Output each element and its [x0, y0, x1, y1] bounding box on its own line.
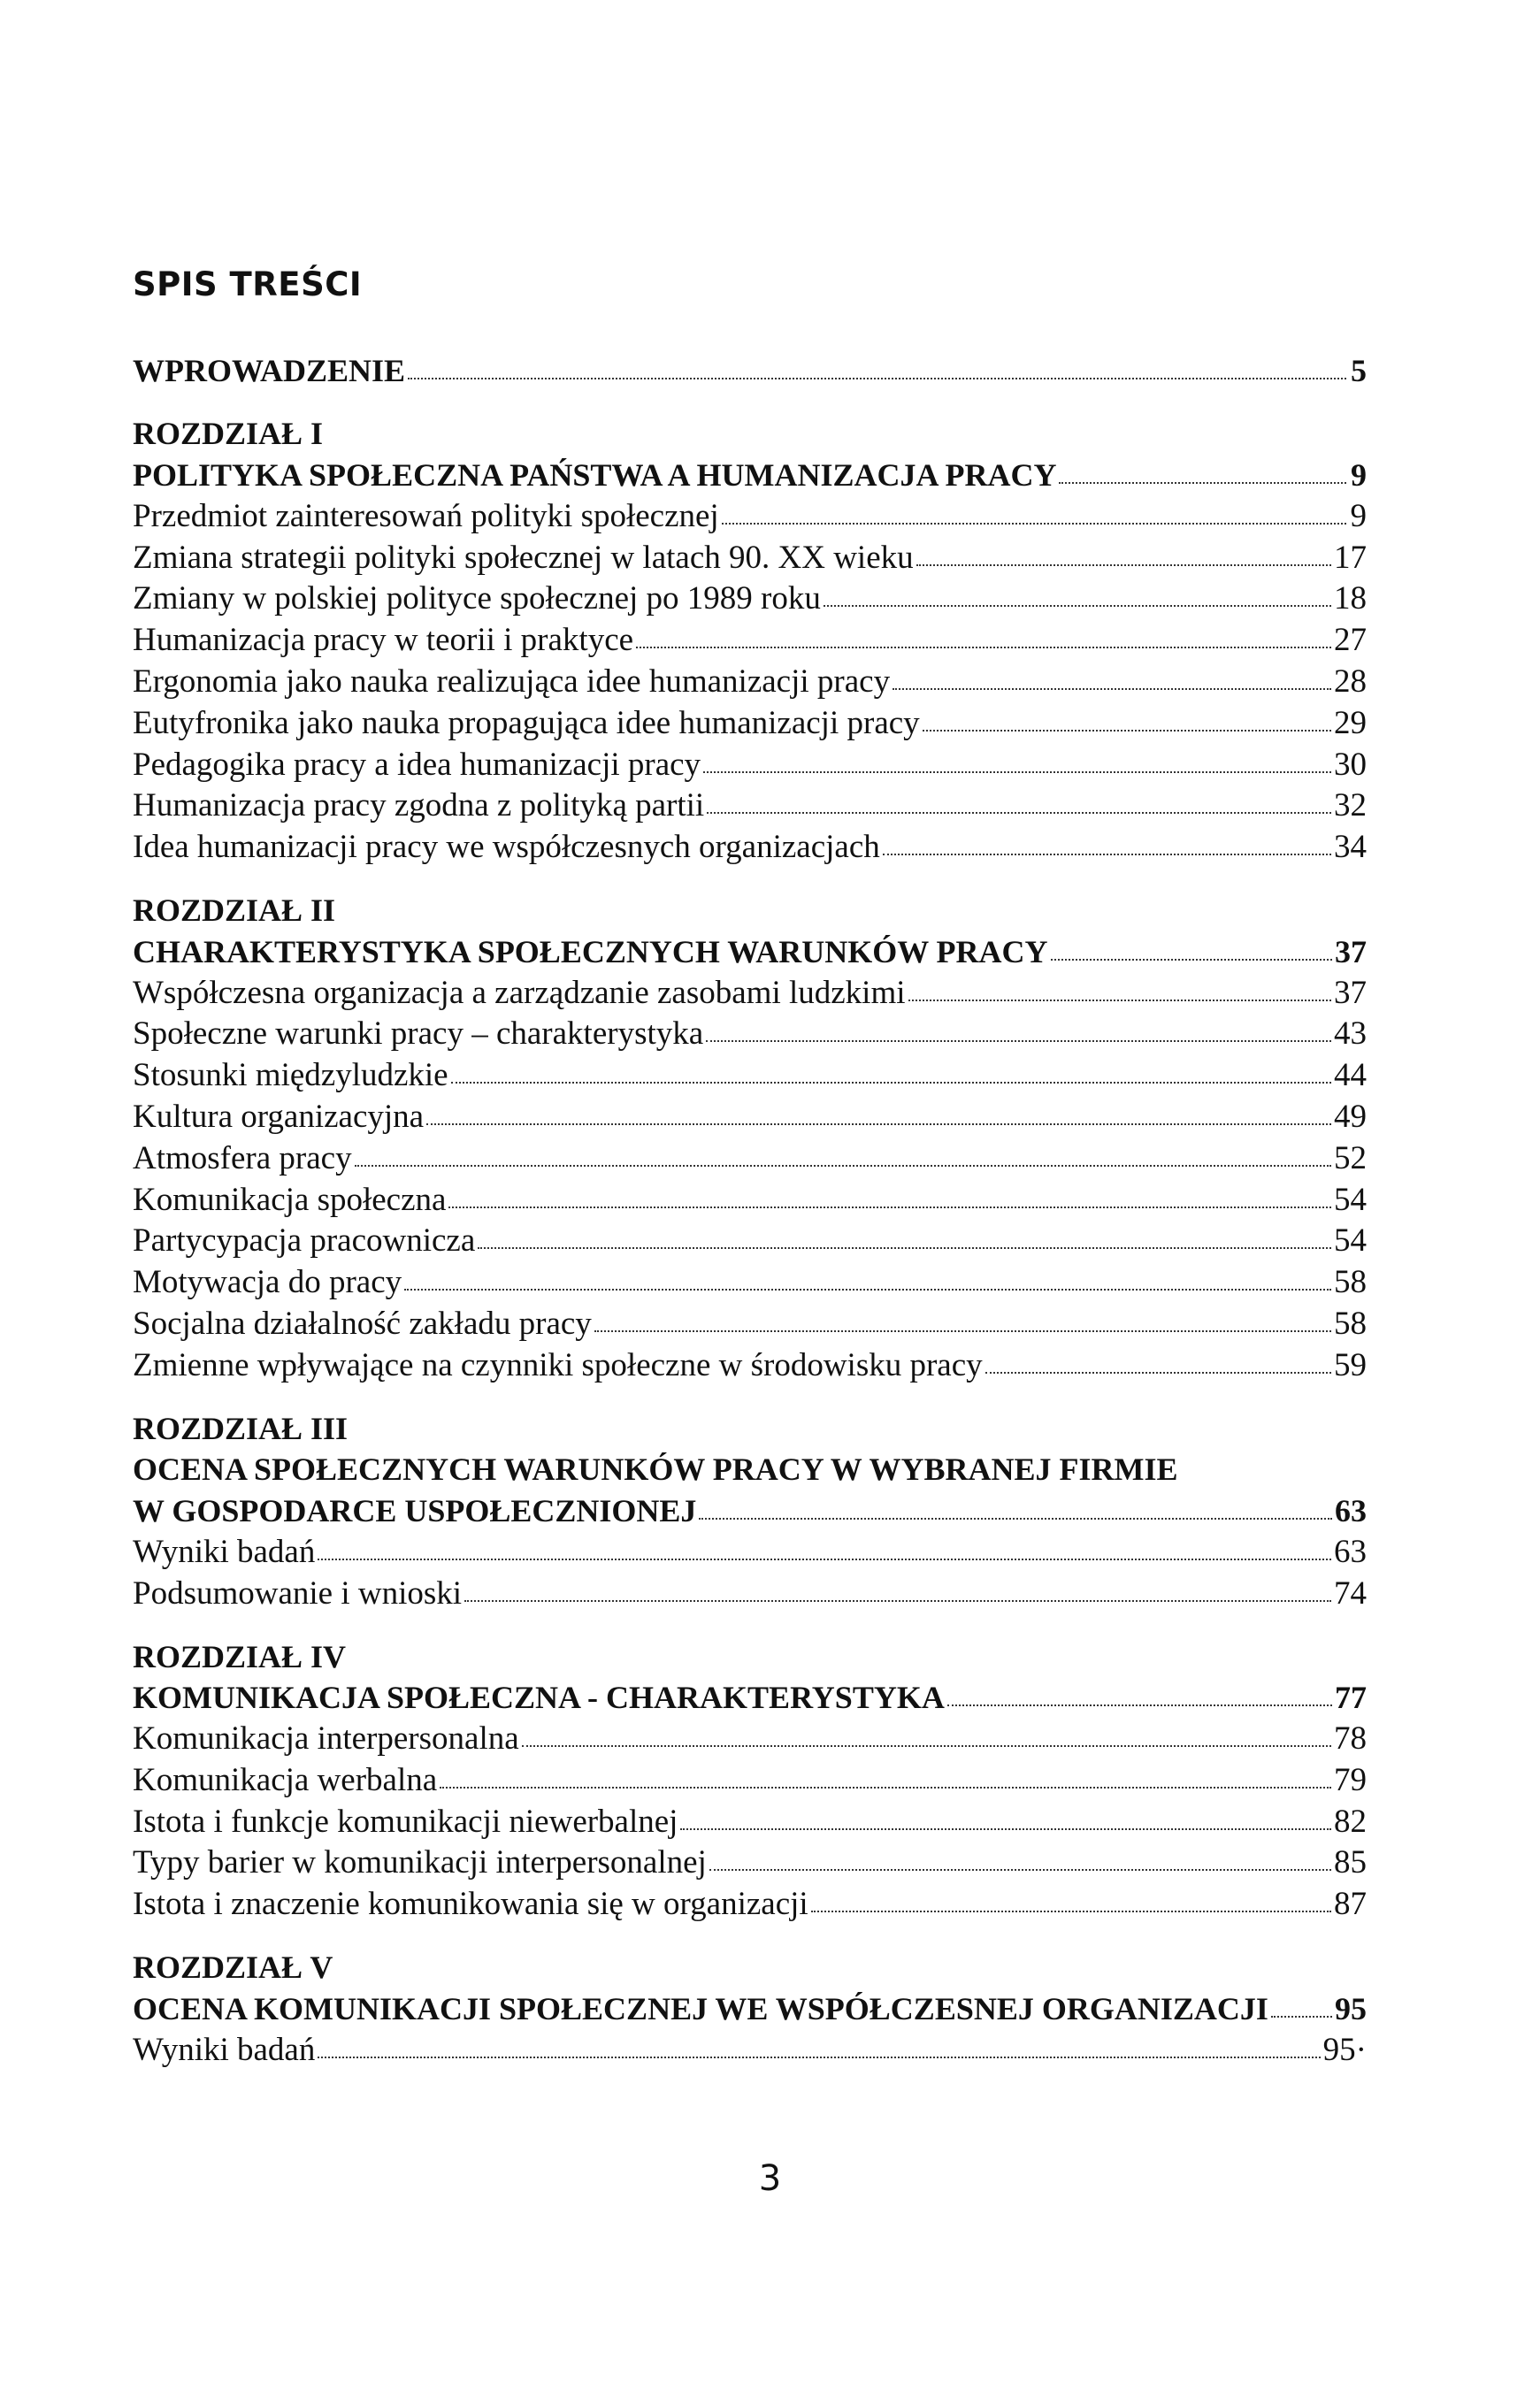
dot-leader	[355, 1165, 1331, 1167]
chapters-list	[133, 413, 1367, 2071]
entry-label: Podsumowanie i wnioski	[133, 1574, 463, 1612]
chapter-title-entry	[133, 455, 1367, 496]
dot-leader	[824, 605, 1331, 607]
dot-leader	[916, 564, 1331, 566]
entry-page: 49	[1334, 1098, 1367, 1135]
chapter-title-entry	[133, 1988, 1367, 2030]
toc-entry	[133, 496, 1367, 538]
entry-label: Komunikacja werbalna	[133, 1761, 438, 1798]
toc-entry	[133, 620, 1367, 662]
toc-entry	[133, 1097, 1367, 1138]
entry-page: 85	[1334, 1844, 1367, 1881]
entry-page: 28	[1334, 663, 1367, 700]
entry-page: 27	[1334, 622, 1367, 659]
dot-leader	[404, 1289, 1331, 1291]
entry-page: 58	[1334, 1264, 1367, 1301]
dot-leader	[448, 1206, 1331, 1208]
entry-label: Motywacja do pracy	[133, 1264, 402, 1301]
dot-leader	[703, 771, 1331, 773]
entry-label: Partycypacja pracownicza	[133, 1222, 476, 1260]
chapter-heading: ROZDZIAŁ I	[133, 416, 324, 452]
dot-leader	[947, 1704, 1332, 1706]
dot-leader	[426, 1123, 1331, 1125]
chapter-title-entry	[133, 1490, 1367, 1532]
dot-leader	[722, 523, 1346, 525]
dot-leader	[522, 1745, 1331, 1747]
entry-label: Zmienne wpływające na czynniki społeczne w środowisku pracy	[133, 1346, 983, 1383]
toc-entry	[133, 827, 1367, 869]
entry-page: 52	[1334, 1139, 1367, 1176]
dot-leader	[318, 2057, 1320, 2058]
entry-page: 30	[1334, 746, 1367, 783]
entry-page: 29	[1334, 704, 1367, 741]
entry-label: Pedagogika pracy a idea humanizacji pracy	[133, 746, 701, 783]
entry-page: 32	[1334, 787, 1367, 824]
dot-leader	[478, 1247, 1331, 1249]
chapter-title: POLITYKA SPOŁECZNA PAŃSTWA A HUMANIZACJA PRACY	[133, 456, 1057, 493]
entry-label: Socjalna działalność zakładu pracy	[133, 1305, 592, 1342]
chapter-title-line: OCENA SPOŁECZNYCH WARUNKÓW PRACY W WYBRANEJ FIRMIE	[133, 1452, 1178, 1488]
toc-entry-intro	[133, 350, 1367, 392]
entry-page: 87	[1334, 1886, 1367, 1923]
toc-entry	[133, 1262, 1367, 1304]
toc-entry	[133, 745, 1367, 786]
dot-leader	[1059, 482, 1346, 484]
entry-label: Wyniki badań	[133, 2031, 316, 2068]
toc-entry	[133, 578, 1367, 620]
entry-label: Wyniki badań	[133, 1533, 316, 1570]
toc-title: SPIS TREŚCI	[133, 265, 363, 303]
toc-entry	[133, 973, 1367, 1015]
toc-entry	[133, 1221, 1367, 1262]
dot-leader	[408, 378, 1346, 379]
dot-leader	[451, 1082, 1331, 1084]
toc-entry	[133, 662, 1367, 703]
entry-page: 58	[1334, 1305, 1367, 1342]
toc-entry	[133, 1304, 1367, 1345]
page-number: 3	[758, 2158, 782, 2199]
chapter-heading: ROZDZIAŁ II	[133, 892, 336, 928]
entry-label: Zmiana strategii polityki społecznej w latach 90. XX wieku	[133, 539, 914, 576]
toc-entry	[133, 1884, 1367, 1926]
dot-leader	[464, 1600, 1331, 1602]
entry-label: Istota i znaczenie komunikowania się w organizacji	[133, 1886, 808, 1923]
entry-label: Kultura organizacyjna	[133, 1098, 425, 1135]
dot-leader	[1051, 959, 1332, 961]
chapter-heading: ROZDZIAŁ IV	[133, 1638, 347, 1674]
entry-label: Komunikacja interpersonalna	[133, 1720, 519, 1758]
toc-entry	[133, 785, 1367, 827]
entry-page: 37	[1334, 974, 1367, 1011]
toc-entry	[133, 1345, 1367, 1387]
dot-leader	[1271, 2016, 1332, 2018]
entry-page: 5	[1351, 353, 1367, 389]
dot-leader	[893, 688, 1331, 690]
chapter-heading: ROZDZIAŁ V	[133, 1950, 333, 1986]
table-of-contents	[133, 265, 1367, 2071]
entry-page: 82	[1334, 1803, 1367, 1840]
dot-leader	[883, 854, 1331, 855]
entry-label: Stosunki międzyludzkie	[133, 1057, 448, 1094]
entry-page: 78	[1334, 1720, 1367, 1758]
dot-leader	[440, 1787, 1331, 1789]
dot-leader	[699, 1518, 1332, 1520]
chapter-section	[133, 413, 1367, 869]
entry-page: 54	[1334, 1181, 1367, 1218]
toc-entry	[133, 538, 1367, 579]
dot-leader	[318, 1559, 1331, 1560]
entry-label: Społeczne warunki pracy – charakterystyka	[133, 1015, 704, 1053]
chapter-title: W GOSPODARCE USPOŁECZNIONEJ	[133, 1493, 697, 1529]
chapter-section	[133, 1636, 1367, 1927]
chapter-title: CHARAKTERYSTYKA SPOŁECZNYCH WARUNKÓW PRACY	[133, 933, 1048, 969]
chapter-page: 9	[1351, 456, 1367, 493]
dot-leader	[707, 812, 1331, 814]
chapter-page: 77	[1335, 1680, 1367, 1716]
entry-label: Komunikacja społeczna	[133, 1181, 447, 1218]
entry-label: Humanizacja pracy w teorii i praktyce	[133, 622, 634, 659]
entry-label: Współczesna organizacja a zarządzanie zasobami ludzkimi	[133, 974, 906, 1011]
chapter-section	[133, 890, 1367, 1387]
chapter-heading: ROZDZIAŁ III	[133, 1410, 349, 1446]
entry-page: 9	[1350, 497, 1367, 534]
toc-entry	[133, 1802, 1367, 1843]
dot-leader	[923, 730, 1331, 732]
chapter-section	[133, 1947, 1367, 2071]
entry-label: WPROWADZENIE	[133, 353, 406, 389]
entry-page: 44	[1334, 1057, 1367, 1094]
dot-leader	[811, 1911, 1331, 1912]
entry-page: 18	[1334, 580, 1367, 617]
entry-label: Przedmiot zainteresowań polityki społecznej	[133, 497, 719, 534]
entry-label: Eutyfronika jako nauka propagująca idee humanizacji pracy	[133, 704, 920, 741]
entry-label: Idea humanizacji pracy we współczesnych organizacjach	[133, 829, 880, 866]
entry-label: Humanizacja pracy zgodna z polityką partii	[133, 787, 705, 824]
toc-entry	[133, 703, 1367, 745]
chapter-page: 37	[1335, 933, 1367, 969]
entry-page: 34	[1334, 829, 1367, 866]
toc-entry	[133, 2030, 1367, 2072]
chapter-title-entry	[133, 931, 1367, 973]
entry-page: 43	[1334, 1015, 1367, 1053]
entry-page: 17	[1334, 539, 1367, 576]
chapter-page: 63	[1335, 1493, 1367, 1529]
entry-label: Atmosfera pracy	[133, 1139, 352, 1176]
toc-entry	[133, 1014, 1367, 1055]
entry-page: 63	[1334, 1533, 1367, 1570]
entry-page: 79	[1334, 1761, 1367, 1798]
chapter-title: OCENA KOMUNIKACJI SPOŁECZNEJ WE WSPÓŁCZESNEJ ORGANIZACJI	[133, 1990, 1268, 2026]
chapter-title-entry	[133, 1677, 1367, 1719]
dot-leader	[908, 1000, 1331, 1001]
toc-entry	[133, 1532, 1367, 1574]
dot-leader	[706, 1040, 1331, 1042]
entry-page: 74	[1334, 1574, 1367, 1612]
entry-label: Zmiany w polskiej polityce społecznej po 1989 roku	[133, 580, 821, 617]
chapter-section	[133, 1408, 1367, 1615]
dot-leader	[985, 1372, 1331, 1374]
entry-label: Typy barier w komunikacji interpersonalnej	[133, 1844, 707, 1881]
dot-leader	[594, 1330, 1331, 1332]
toc-entry	[133, 1180, 1367, 1222]
dot-leader	[680, 1828, 1331, 1830]
chapter-page: 95	[1335, 1990, 1367, 2026]
toc-entry	[133, 1055, 1367, 1097]
toc-entry	[133, 1574, 1367, 1615]
entry-page: 95·	[1322, 2031, 1367, 2068]
entry-label: Istota i funkcje komunikacji niewerbalnej	[133, 1803, 678, 1840]
toc-entry	[133, 1138, 1367, 1180]
dot-leader	[709, 1869, 1331, 1871]
entry-label: Ergonomia jako nauka realizująca idee humanizacji pracy	[133, 663, 891, 700]
chapter-title: KOMUNIKACJA SPOŁECZNA - CHARAKTERYSTYKA	[133, 1680, 945, 1716]
entry-page: 59	[1334, 1346, 1367, 1383]
entry-page: 54	[1334, 1222, 1367, 1260]
toc-entry	[133, 1760, 1367, 1802]
toc-entry	[133, 1719, 1367, 1760]
dot-leader	[636, 647, 1331, 648]
toc-entry	[133, 1842, 1367, 1884]
